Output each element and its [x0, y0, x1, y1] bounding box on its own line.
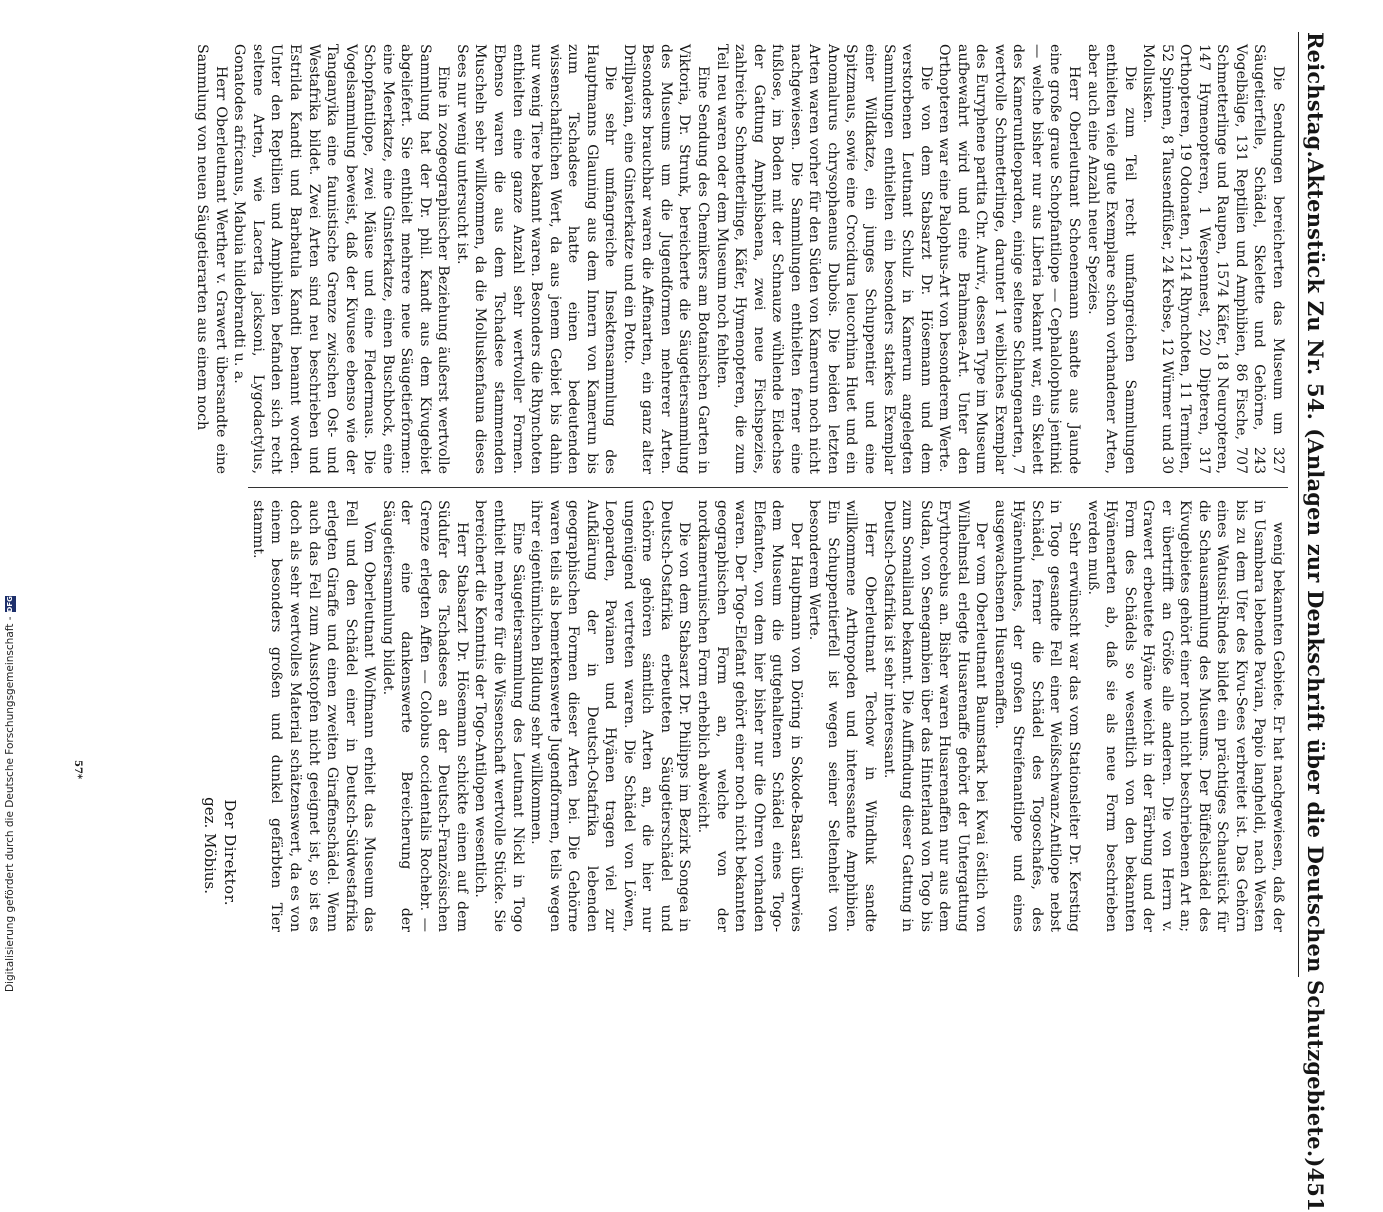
paragraph: Herr Oberleutnant Werther v. Grawert übersandte eine Sammlung von neuen Säugetierarten aus einem noch	[194, 44, 229, 474]
paragraph: Die Sendungen bereicherten das Museum um 327 Säugetierfelle, Schädel, Skelette und Gehörne, 243 Vogelbälge, 131 Reptilien und Amphibien, 86 Fische, 707 Schmetterlinge und Raupen, 1574 Käfer, 18 Neuropteren, 147 Hymenopteren, 1 Wespennest, 220 Dipteren, 317 Orthopteren, 19 Odonaten, 1214 Rhynchoten, 11 Termiten, 52 Spinnen, 8 Tausendfüßer, 24 Krebse, 12 Würmer und 30 Mollusken.	[1140, 44, 1286, 474]
paragraph: wenig bekannten Gebiete. Er hat nachgewiesen, daß der in Usambara lebende Pavian, Papio langheldi, nach Westen bis zu dem Ufer des Kivu-Sees verbreitet ist. Das Gehörn eines Watussi-Rindes bildet ein prächtiges Schaustück für die Schausammlung des Museums. Der Büffelschädel des Kivugebietes gehört einer noch nicht beschriebenen Art an; er übertrifft an Größe alle anderen. Die von Herrn v. Grawert erbeutete Hyäne weicht in der Färbung und der Form des Schädels so wesentlich von den bekannten Hyänenarten ab, daß sie als neue Form beschrieben werden muß.	[1084, 500, 1286, 932]
paragraph: Die zum Teil recht umfangreichen Sammlungen enthielten viele gute Exemplare schon vorhandener Arten, aber auch eine Anzahl neuer Spezies.	[1084, 44, 1138, 474]
dfg-logo: DFG	[5, 596, 14, 613]
header-page-number: 451	[1303, 1167, 1329, 1212]
paragraph: Der vom Oberleutnant Baumstark bei Kwai östlich von Wilhelmstal erlegte Husarenaffe gehört der Untergattung Erythrocebus an. Bisher waren Husarenaffen nur aus dem Sudan, von Senegambien über das Hinterland von Togo bis zum Somaliland bekannt. Die Auffindung dieser Gattung in Deutsch-Ostafrika ist sehr interessant.	[880, 500, 990, 932]
footer-text: Digitalisierung gefördert durch die Deutsche Forschungsgemeinschaft -	[4, 616, 16, 992]
paragraph: Eine Sendung des Chemikers am Botanischen Garten in Viktoria, Dr. Strunk, bereicherte die Säugetiersammlung des Museums um die Jugendformen mehrerer Arten. Besonders brauchbar waren die Affenarten, ein ganz alter Drillpavian, eine Ginsterkatze und ein Potto.	[620, 44, 712, 474]
page-header	[1298, 32, 1333, 1212]
paragraph: Herr Stabsarzt Dr. Hösemann schickte einen auf dem Südufer des Tschadsees an der Deutsch-Französischen Grenze erlegten Affen — Colobus occidentalis Rochebr. — der eine dankenswerte Bereicherung der Säugetiersammlung bildet.	[379, 500, 470, 932]
paragraph: Die von dem Stabsarzt Dr. Philipps im Bezirk Songea in Deutsch-Ostafrika erbeuteten Säugetierschädel und Gehörne gehören sämtlich Arten an, die hier nur ungenügend vertreten waren. Die Schädel von Löwen, Leoparden, Pavianen und Hyänen tragen viel zur Aufklärung der in Deutsch-Ostafrika lebenden geographischen Formen dieser Arten bei. Die Gehörne waren teils als bemerkenswerte Jugendformen, teils wegen ihrer eigentümlichen Bildung sehr willkommen.	[528, 500, 693, 932]
paragraph: Eine in zoogeographischer Beziehung äußerst wertvolle Sammlung hat der Dr. phil. Kandt aus dem Kivugebiet abgeliefert. Sie enthielt mehrere neue Säugetierformen: eine Meerkatze, eine Ginsterkatze, einen Buschbock, eine Schopfantilope, zwei Mäuse und eine Fledermaus. Die Vogelsammlung beweist, daß der Kivusee ebenso wie der Tanganyika eine faunistische Grenze zwischen Ost- und Westafrika bildet. Zwei Arten sind neu beschrieben und Estrilda Kandti und Barbatula Kandti benannt worden. Unter den Reptilien und Amphibien befanden sich recht seltene Arten, wie Lacerta jacksoni, Lygodactylus, Gonatodes africanus, Mabuia hildebrandti u. a.	[231, 44, 452, 474]
header-title	[1304, 158, 1329, 1168]
paragraph: Sehr erwünscht war das vom Stationsleiter Dr. Kersting in Togo gesandte Fell einer Weißschwanz-Antilope nebst Schädel, ferner die Schädel des Togoschafes, des Hyänenhundes, der großen Streifenantilope und eines ausgewachsenen Husarenaffen.	[991, 500, 1082, 932]
right-column	[200, 500, 1287, 932]
paragraph: Herr Oberleutnant Schoenemann sandte aus Jaunde eine große graue Schopfantilope — Cephalolophus jentinki — welche bisher nur aus Liberia bekannt war, ein Skelett des Kameruntleoparden, einige seltene Schlangenarten, 7 wertvolle Schmetterlinge, darunter 1 weibliches Exemplar des Euryphene partita Chr. Auriv., dessen Type im Museum aufbewahrt wird und eine Brahmaea-Art. Unter den Orthopteren war eine Palophus-Art von besonderem Werte.	[936, 44, 1082, 474]
header-title-part1: Aktenstück Zu Nr. 54.	[1303, 157, 1329, 421]
signature-title: Der Direktor.	[221, 799, 240, 906]
paragraph: Die sehr umfangreiche Insektensammlung des Hauptmanns Glauning aus dem Innern von Kamerun bis zum Tschadsee hatte einen bedeutenden wissenschaftlichen Wert, da aus jenem Gebiet bis dahin nur wenig Tiere bekannt waren. Besonders die Rhynchoten enthielten eine ganze Anzahl sehr wertvoller Formen. Ebenso waren die aus dem Tschadsee stammenden Muscheln sehr willkommen, da die Molluskenfauna dieses Sees nur wenig untersucht ist.	[453, 44, 619, 474]
column-divider	[248, 487, 1288, 488]
paragraph: Der Hauptmann von Döring in Sokode-Basari überwies dem Museum die gutgehaltenen Schädel eines Togo-Elefanten, von dem hier bisher nur die Ohren vorhanden waren. Der Togo-Elefant gehört einer noch nicht bekannten geographischen Form an, welche von der nordkamerunischen Form erheblich abweicht.	[695, 500, 804, 932]
signature-name: gez. Möbius.	[201, 797, 220, 894]
paragraph: Eine Säugetiersammlung des Leutnant Nickl in Togo enthielt mehrere für die Wissenschaft wertvolle Stücke. Sie bereichert die Kenntnis der Togo-Antilopen wesentlich.	[472, 500, 526, 932]
page-mark: 57*	[72, 760, 83, 780]
left-column	[193, 44, 1287, 474]
header-title-part2: (Anlagen zur Denkschrift über die Deutschen Schutzgebiete.)	[1303, 428, 1329, 1168]
digitization-footer	[0, 0, 20, 1000]
paragraph: Die von dem Stabsarzt Dr. Hösemann und dem verstorbenen Leutnant Schulz in Kamerun angelegten Sammlungen enthielten ein besonders starkes Exemplar einer Wildkatze, ein junges Schuppentier und eine Spitzmaus, sowie eine Crocidura leucorhina Huet und ein Anomalurus chrysophaenus Dubois. Die beiden letzten Arten waren vorher für den Süden von Kamerun noch nicht nachgewiesen. Die Sammlungen enthielten ferner eine fußlose, im Boden mit der Schnauze wühlende Eidechse der Gattung Amphisbaena, zwei neue Fischspezies, zahlreiche Schmetterlinge, Käfer, Hymenopteren, die zum Teil neu waren oder dem Museum noch fehlten.	[713, 44, 934, 474]
signature-block	[200, 500, 240, 932]
header-left: Reichstag.	[1303, 32, 1329, 158]
paragraph: Vom Oberleutnant Wolfmann erhielt das Museum das Fell und den Schädel einer in Deutsch-Südwestafrika erlegten Giraffe und einen zweiten Giraffenschädel. Wenn auch das Fell zum Ausstopfen nicht geeignet ist, so ist es doch als sehr wertvolles Material schätzenswert, da es von einem besonders großen und dunkel gefärbten Tier stammt.	[249, 500, 378, 932]
paragraph: Herr Oberleutnant Techow in Windhuk sandte willkommene Arthropoden und interessante Amphibien. Ein Schuppentierfell ist wegen seiner Seltenheit von besonderem Werte.	[806, 500, 878, 932]
